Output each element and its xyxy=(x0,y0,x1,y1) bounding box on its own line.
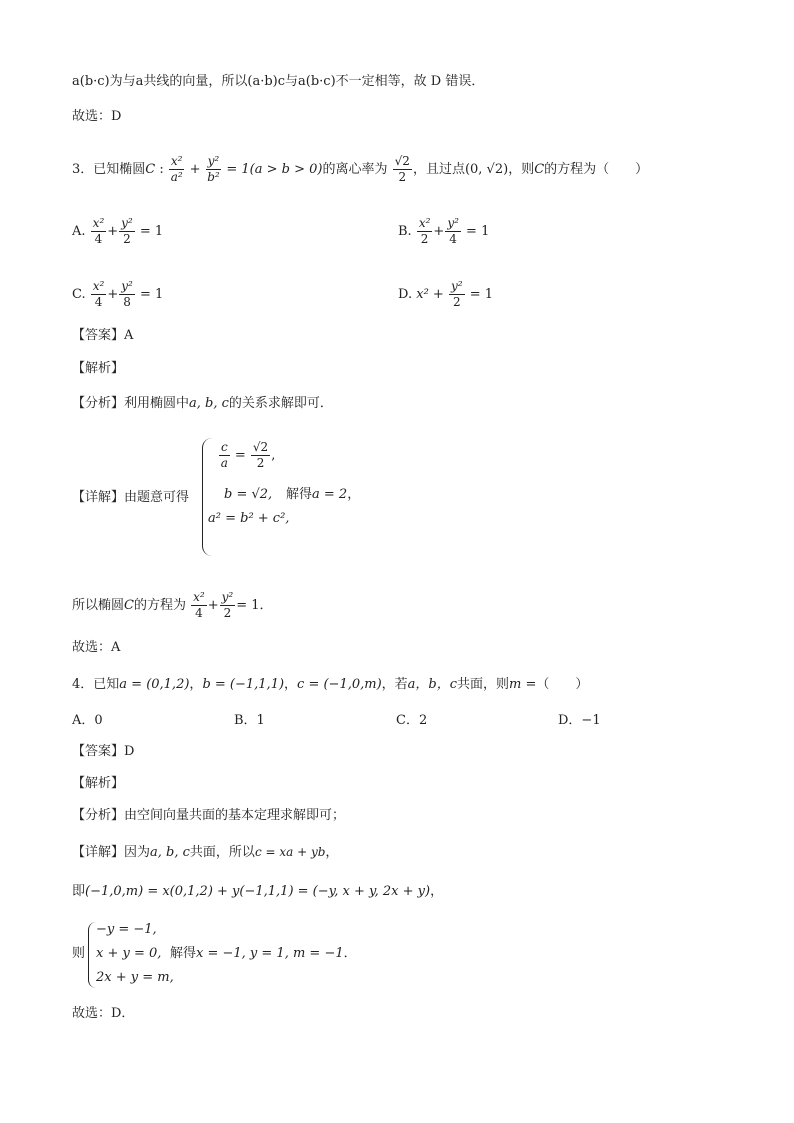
q3-point-val: (0, √2) xyxy=(464,162,509,177)
q3-prefix: 3．已知椭圆 xyxy=(72,162,146,177)
fenxi-tag: 【分析】 xyxy=(72,396,125,411)
q3-c: C xyxy=(145,162,156,177)
fenxi-text: 利用椭圆中 xyxy=(124,396,190,411)
q4-end: （ ） xyxy=(536,677,589,692)
xiangjie-tag: 【详解】 xyxy=(72,490,125,505)
option-b: B．1 xyxy=(234,713,265,728)
fraction: $\frac{√2}{2}$ xyxy=(252,440,269,470)
conclude-end: = 1． xyxy=(236,598,273,613)
q4-prefix: 4．已知 xyxy=(72,677,120,692)
analysis-line xyxy=(72,774,124,794)
system-row: −y = −1, xyxy=(96,922,157,937)
plus: + xyxy=(189,162,201,177)
option-label: A. xyxy=(72,224,86,239)
xiangjie-end: ， xyxy=(325,845,339,860)
q4-if: ，若 xyxy=(381,677,408,692)
fraction: $\frac{\text{y²}}{2}$ xyxy=(450,279,463,309)
text-line: 故选：D． xyxy=(72,1006,135,1021)
option-c: C．2 xyxy=(396,713,428,728)
ze-text: 则 xyxy=(72,946,86,961)
solve-value: a = 2 xyxy=(312,487,348,502)
plus: + xyxy=(107,287,119,302)
q3-c: C xyxy=(534,162,545,177)
plus: + xyxy=(107,224,119,239)
xiangjie-line xyxy=(72,488,189,508)
fenxi-line xyxy=(72,394,333,414)
solve-line xyxy=(286,485,360,505)
q3-eq: = 1(a > b > 0) xyxy=(226,162,323,177)
plus: + xyxy=(432,287,444,302)
text-line: a(b·c)为与a共线的向量，所以(a·b)c与a(b·c)不一定相等，故 D 错误． xyxy=(72,74,485,89)
xiangjie-mid: 共面，所以 xyxy=(189,845,255,860)
fraction: $\frac{\text{y²}}{4}$ xyxy=(447,216,459,246)
answer-tag: 【答案】 xyxy=(72,744,125,759)
option-a xyxy=(72,216,163,247)
eq: = 1 xyxy=(466,224,490,239)
vec-c: c = (−1,0,m) xyxy=(297,677,382,692)
ji-text: 即 xyxy=(72,884,86,899)
c-var: C xyxy=(124,598,134,613)
fraction: $\frac{c}{a}$ xyxy=(220,440,228,470)
fraction: $\frac{\text{y²}}{8}$ xyxy=(121,279,133,309)
fenxi-tail: 的关系求解即可． xyxy=(228,396,333,411)
eq: = 1 xyxy=(139,224,164,239)
solve-line xyxy=(170,944,357,964)
option-d xyxy=(398,279,493,310)
q3-tail: ，则 xyxy=(508,162,535,177)
answer-value: D xyxy=(124,744,135,759)
xiangjie-tag: 【详解】 xyxy=(72,845,125,860)
q3-tail2: 的方程为（ ） xyxy=(544,162,649,177)
fraction: $\frac{\text{y²}}{\text{b²}}$ xyxy=(207,154,220,184)
eq: = 1 xyxy=(139,287,164,302)
fraction: $\frac{\text{x²}}{\text{a²}}$ xyxy=(170,154,183,184)
text-line: 故选：A xyxy=(72,640,121,655)
xiangjie-text: 由题意可得 xyxy=(124,490,190,505)
q3-point: ，且过点 xyxy=(412,162,465,177)
analysis-tag: 【解析】 xyxy=(72,361,125,376)
fenxi-text: 由空间向量共面的基本定理求解即可； xyxy=(124,808,346,823)
xiangjie-line xyxy=(72,842,338,863)
question-3: 3．已知椭圆C : $\frac{\text{x²}}{\text{a²}}$ + $\frac{\text{y²}}{\text{b²}}$ = 1(a > b > 0)的离心率为 $\frac{√2}{2}$ ，且过点(0, √2)，则C的方程为（ ） xyxy=(72,154,649,184)
vec-a: a = (0,1,2) xyxy=(119,677,190,692)
plus: + xyxy=(433,224,445,239)
fraction: $\frac{\text{x²}}{4}$ xyxy=(193,590,205,620)
question-4: 4．已知a = (0,1,2)，b = (−1,1,1)，c = (−1,0,m)，若a，b，c共面，则m =（ ） xyxy=(72,677,589,692)
vars: a, b, c xyxy=(189,396,229,411)
solve-text: 解得 xyxy=(286,487,313,502)
solve-end: ， xyxy=(347,487,361,502)
eq: = 1 xyxy=(469,287,493,302)
option-b xyxy=(398,216,489,247)
brace xyxy=(202,438,213,556)
option-label: D. xyxy=(398,287,413,302)
vec-vars: a，b，c xyxy=(407,677,458,692)
plus: + xyxy=(207,598,219,613)
ji-line xyxy=(72,882,443,902)
fraction: $\frac{√2}{2}$ xyxy=(394,154,410,184)
option-c xyxy=(72,279,163,310)
conclude-mid: 的方程为 xyxy=(133,598,186,613)
text-line: 故选：D xyxy=(72,109,122,124)
option-d: D．−1 xyxy=(558,713,601,728)
solve-end: ． xyxy=(343,946,357,961)
answer-value: A xyxy=(124,328,134,343)
system-row: 2x + y = m, xyxy=(96,970,174,985)
ji-end: ， xyxy=(430,884,444,899)
system-row: x + y = 0, xyxy=(96,946,162,961)
fraction: $\frac{\text{y²}}{2}$ xyxy=(221,590,234,620)
xiangjie-text: 因为 xyxy=(124,845,151,860)
solve-text: 解得 xyxy=(170,946,197,961)
x2: x² xyxy=(416,287,429,302)
fraction: $\frac{\text{x²}}{4}$ xyxy=(92,279,105,309)
fraction: $\frac{\text{x²}}{2}$ xyxy=(418,216,431,246)
q4-m: m = xyxy=(509,677,537,692)
q3-mid: 的离心率为 xyxy=(322,162,388,177)
q4-coplanar: 共面，则 xyxy=(457,677,510,692)
analysis-tag: 【解析】 xyxy=(72,776,125,791)
answer-line xyxy=(72,326,133,346)
xiangjie-eq: c = xa + yb xyxy=(254,845,326,859)
analysis-line xyxy=(72,359,124,379)
system-row: $\frac{c}{a}$ = $\frac{√2}{2}$ , xyxy=(220,440,276,470)
system-row: a² = b² + c², xyxy=(208,511,290,526)
vec-b: b = (−1,1,1) xyxy=(202,677,285,692)
conclusion-line xyxy=(72,590,273,621)
fraction: $\frac{\text{y²}}{2}$ xyxy=(121,216,133,246)
fenxi-tag: 【分析】 xyxy=(72,808,125,823)
answer-tag: 【答案】 xyxy=(72,328,125,343)
option-a: A．0 xyxy=(72,713,103,728)
fraction: $\frac{\text{x²}}{4}$ xyxy=(92,216,105,246)
option-label: B. xyxy=(398,224,412,239)
fenxi-line xyxy=(72,806,345,826)
answer-line xyxy=(72,742,134,762)
option-label: C. xyxy=(72,287,86,302)
vars: a, b, c xyxy=(150,845,190,860)
conclude-text: 所以椭圆 xyxy=(72,598,125,613)
solve-value: x = −1, y = 1, m = −1 xyxy=(196,946,344,961)
system-row: b = √2, xyxy=(224,487,273,502)
ji-eq: (−1,0,m) = x(0,1,2) + y(−1,1,1) = (−y, x + y, 2x + y) xyxy=(85,884,431,899)
